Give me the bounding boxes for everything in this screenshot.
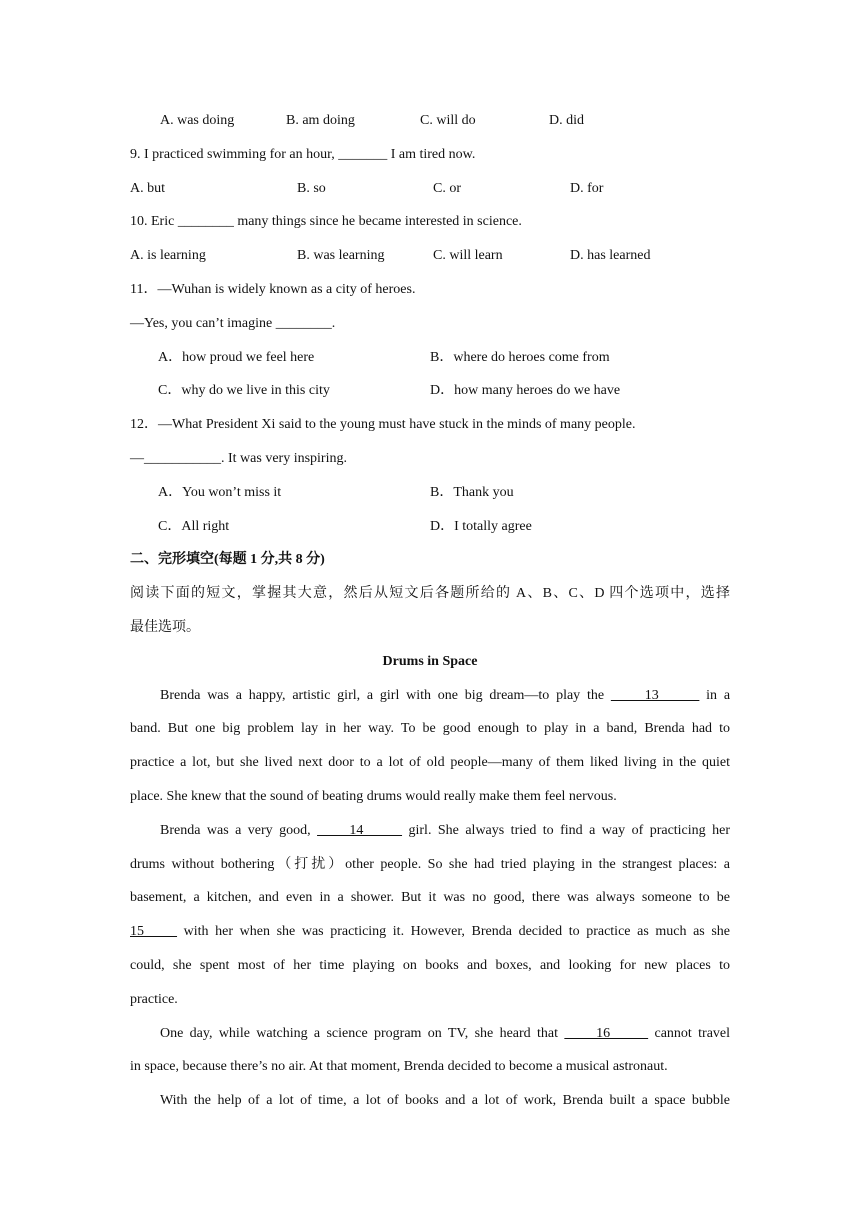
passage-text: cannot travel — [654, 1025, 731, 1041]
blank-16: 16 — [564, 1025, 649, 1041]
q12-stem: 12．—What President Xi said to the young must have stuck in the minds of many people. — [130, 417, 636, 433]
passage-p1-line4: place. She knew that the sound of beating drums would really make them feel nervous. — [130, 788, 617, 804]
section-instruction-line1: 阅读下面的短文，掌握其大意，然后从短文后各题所给的 A、B、C、D 四个选项中，选择 — [130, 586, 730, 602]
q10-option-c: C. will learn — [433, 248, 503, 264]
q11-options-row1 — [130, 341, 730, 375]
section-heading: 二、完形填空(每题 1 分,共 8 分) — [130, 552, 325, 568]
passage-p2-line6: practice. — [130, 991, 178, 1007]
q8-option-a: A. was doing — [160, 113, 235, 128]
q9-option-b: B. so — [297, 180, 326, 196]
passage-p1-line1 — [130, 679, 730, 713]
q9-stem: 9. I practiced swimming for an hour, _______ I am tired now. — [130, 146, 476, 162]
passage-p1-line3: practice a lot, but she lived next door to a lot of old people—many of them liked living in the quiet — [130, 755, 730, 771]
q11-stem: 11．—Wuhan is widely known as a city of heroes. — [130, 281, 416, 297]
passage-p2-line5: could, she spent most of her time playing on books and boxes, and looking for new places to — [130, 957, 730, 973]
passage-text: girl. She always tried to find a way of practicing her — [408, 822, 730, 838]
q12-options-row1 — [130, 476, 730, 510]
q11-option-d: D．how many heroes do we have — [430, 383, 621, 399]
passage-p2-line1 — [130, 814, 730, 848]
passage-p2-line3: basement, a kitchen, and even in a shower. But it was no good, there was always someone to be — [130, 890, 730, 906]
q9-options — [130, 172, 730, 206]
document-page — [130, 104, 730, 1118]
q10-options — [130, 239, 730, 273]
q12-option-c: C．All right — [158, 518, 230, 534]
q8-option-c: C. will do — [420, 113, 476, 128]
q11-option-c: C．why do we live in this city — [158, 383, 330, 399]
q10-stem: 10. Eric ________ many things since he became interested in science. — [130, 214, 522, 230]
passage-p1-line2: band. But one big problem lay in her way. To be good enough to play in a band, Brenda had to — [130, 721, 730, 737]
blank-14: 14 — [317, 822, 403, 838]
passage-title: Drums in Space — [382, 653, 478, 669]
q10-option-d: D. has learned — [570, 248, 651, 264]
passage-p3-line2: in space, because there’s no air. At that moment, Brenda decided to become a musical astronaut. — [130, 1059, 668, 1075]
passage-text: Brenda was a very good, — [160, 822, 311, 838]
q12-option-d: D．I totally agree — [430, 518, 532, 534]
q8-option-b: B. am doing — [286, 113, 355, 128]
q8-option-d: D. did — [549, 113, 584, 128]
q12-reply: —___________. It was very inspiring. — [130, 450, 347, 466]
q11-options-row2 — [130, 374, 730, 408]
blank-15: 15 — [130, 924, 178, 940]
q9-option-a: A. but — [130, 180, 165, 196]
q12-option-b: B．Thank you — [430, 484, 514, 500]
passage-p3-line1 — [130, 1017, 730, 1051]
q10-option-b: B. was learning — [297, 248, 385, 264]
blank-13: 13 — [610, 687, 700, 703]
passage-text: with her when she was practicing it. However, Brenda decided to practice as much as she — [183, 924, 731, 940]
passage-text: One day, while watching a science program on TV, she heard that — [160, 1025, 559, 1041]
q8-options — [130, 104, 730, 138]
passage-p2-line2: drums without bothering（打扰）other people. So she had tried playing in the strangest places: a — [130, 856, 730, 872]
q10-option-a: A. is learning — [130, 248, 206, 264]
passage-text: Brenda was a happy, artistic girl, a girl with one big dream—to play the — [160, 687, 605, 703]
q12-option-a: A．You won’t miss it — [158, 484, 282, 500]
q9-option-d: D. for — [570, 180, 604, 196]
q9-option-c: C. or — [433, 180, 461, 196]
q11-option-b: B．where do heroes come from — [430, 349, 610, 365]
q12-options-row2 — [130, 510, 730, 544]
passage-p4-line1: With the help of a lot of time, a lot of books and a lot of work, Brenda built a space bubble — [160, 1093, 730, 1109]
passage-text: in a — [706, 687, 731, 703]
passage-p2-line4 — [130, 915, 730, 949]
q11-reply: —Yes, you can’t imagine ________. — [130, 315, 336, 331]
section-instruction-line2: 最佳选项。 — [130, 619, 200, 635]
q11-option-a: A．how proud we feel here — [158, 349, 315, 365]
